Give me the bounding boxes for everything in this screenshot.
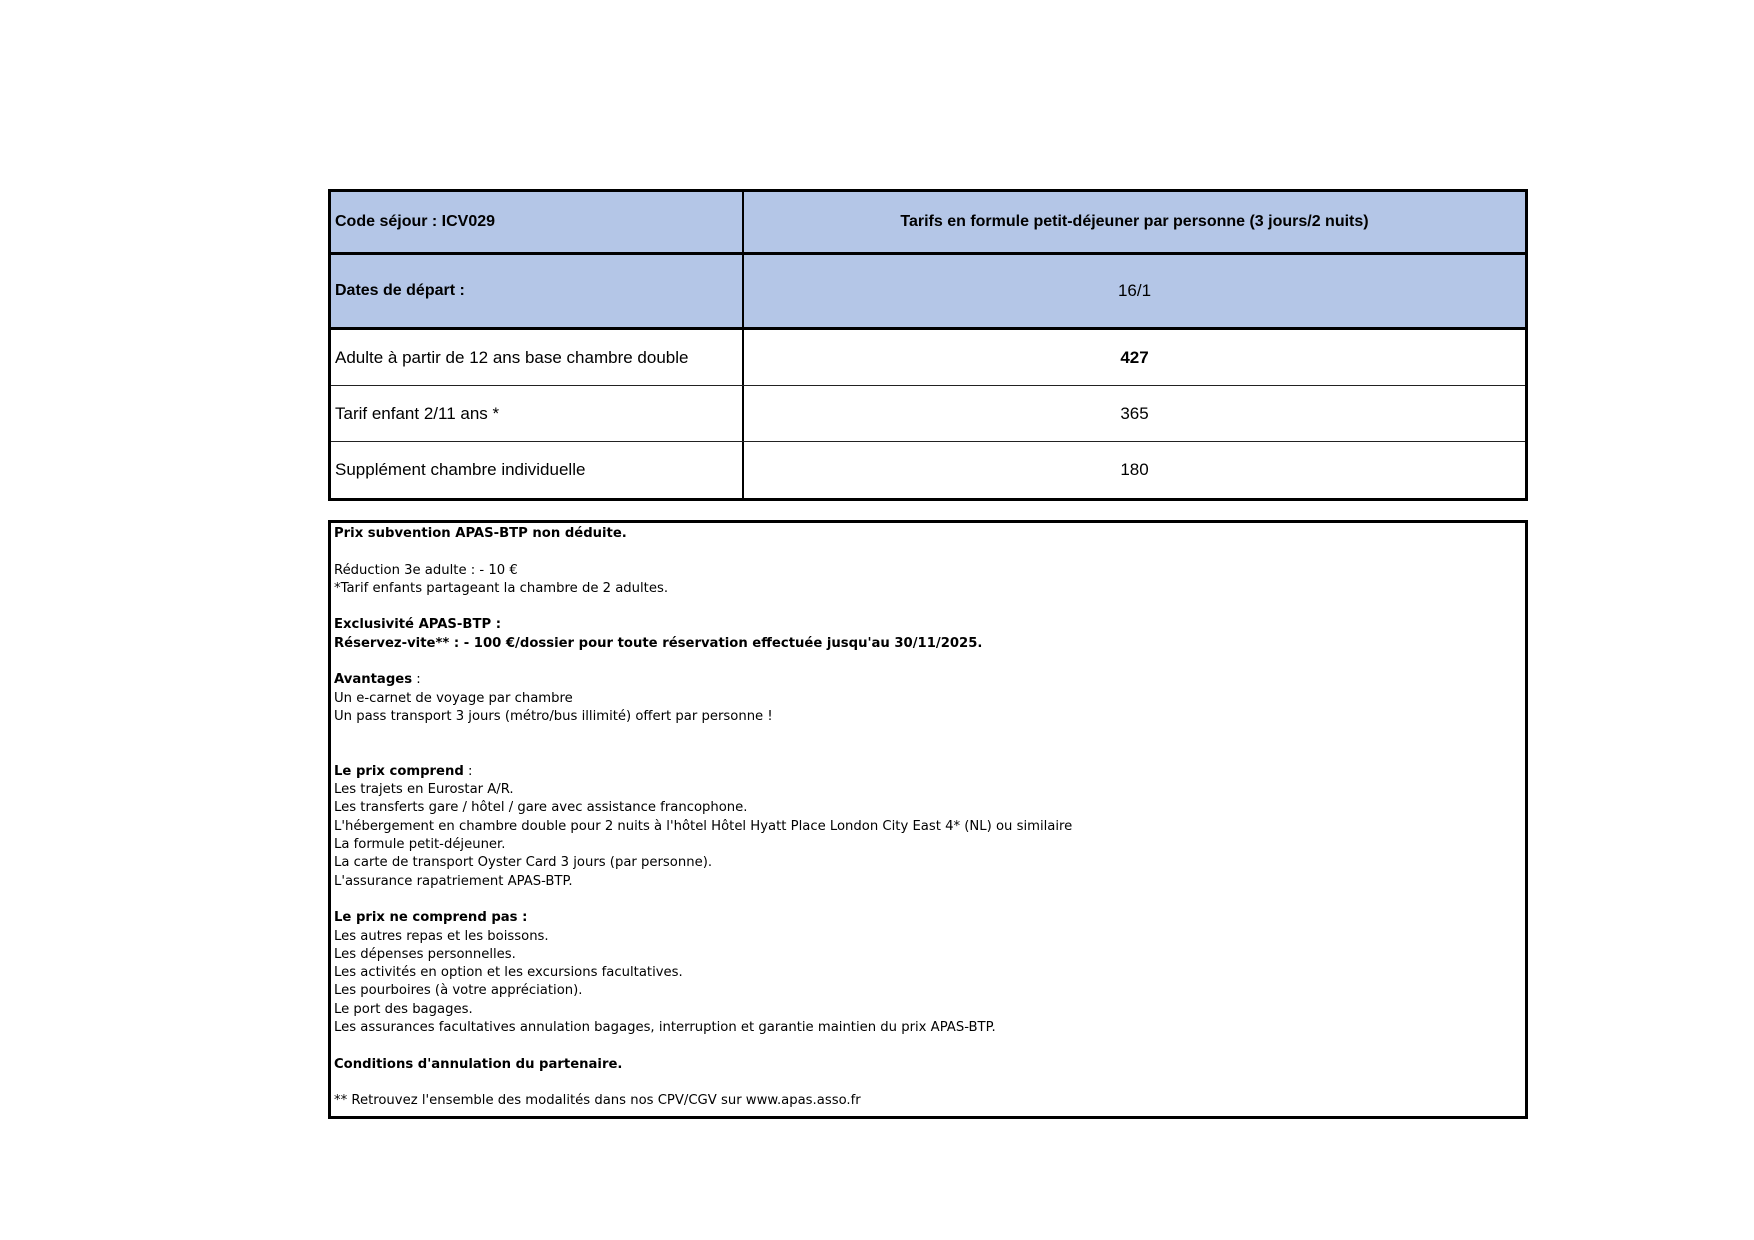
- notes-box: [328, 520, 1528, 1119]
- comprend-item: La formule petit-déjeuner.: [334, 837, 506, 853]
- subvention-note: Prix subvention APAS-BTP non déduite.: [334, 526, 627, 541]
- tarif-title: Tarifs en formule petit-déjeuner par personne (3 jours/2 nuits): [900, 213, 1369, 230]
- pricing-table: [328, 189, 1528, 501]
- exclusivite-title: Exclusivité APAS-BTP :: [334, 617, 501, 633]
- ne-comprend-item: Les autres repas et les boissons.: [334, 928, 549, 944]
- ne-comprend-item: Les dépenses personnelles.: [334, 946, 516, 962]
- ne-comprend-title: Le prix ne comprend pas :: [334, 910, 528, 926]
- ne-comprend-item: Les activités en option et les excursions facultatives.: [334, 965, 683, 981]
- row-value: 365: [1120, 403, 1149, 423]
- date-value: 16/1: [1117, 281, 1152, 300]
- row-value: 427: [1120, 347, 1149, 367]
- table-header-row: [331, 192, 1525, 255]
- comprend-item: L'hébergement en chambre double pour 2 nuits à l'hôtel Hôtel Hyatt Place London City East 4* (NL) ou similaire: [334, 818, 1073, 834]
- row-label: Adulte à partir de 12 ans base chambre double: [331, 330, 744, 385]
- ne-comprend-item: Les pourboires (à votre appréciation).: [334, 983, 583, 999]
- table-row: [331, 442, 1525, 498]
- reduction-note: Réduction 3e adulte : - 10 €: [334, 562, 518, 578]
- code-sejour-label: Code séjour : ICV029: [331, 192, 744, 252]
- table-row: [331, 330, 1525, 386]
- tarif-enfants-note: *Tarif enfants partageant la chambre de 2 adultes.: [334, 580, 669, 596]
- conditions-annulation: Conditions d'annulation du partenaire.: [334, 1056, 623, 1072]
- avantage-item: Un pass transport 3 jours (métro/bus illimité) offert par personne !: [334, 708, 773, 724]
- footer-note: ** Retrouvez l'ensemble des modalités dans nos CPV/CGV sur www.apas.asso.fr: [334, 1093, 861, 1109]
- row-value: 180: [1120, 460, 1149, 479]
- table-row: [331, 386, 1525, 442]
- avantage-item: Un e-carnet de voyage par chambre: [334, 690, 573, 706]
- ne-comprend-item: Les assurances facultatives annulation bagages, interruption et garantie maintien du prix APAS-BTP.: [334, 1020, 996, 1036]
- dates-row: [331, 255, 1525, 330]
- comprend-item: Les trajets en Eurostar A/R.: [334, 782, 514, 798]
- comprend-colon: :: [463, 763, 473, 779]
- comprend-item: L'assurance rapatriement APAS-BTP.: [334, 873, 573, 889]
- reservez-vite-note: Réservez-vite** : - 100 €/dossier pour toute réservation effectuée jusqu'au 30/11/2025.: [334, 635, 983, 651]
- ne-comprend-item: Le port des bagages.: [334, 1001, 473, 1017]
- comprend-item: Les transferts gare / hôtel / gare avec assistance francophone.: [334, 800, 748, 816]
- comprend-heading: [334, 763, 1525, 781]
- row-label: Supplément chambre individuelle: [331, 442, 744, 498]
- dates-label: Dates de départ :: [331, 255, 744, 327]
- avantages-title: Avantages: [334, 672, 413, 688]
- avantages-heading: [334, 671, 1525, 689]
- row-label: Tarif enfant 2/11 ans *: [331, 386, 744, 441]
- avantages-colon: :: [412, 672, 421, 688]
- comprend-title: Le prix comprend: [334, 763, 464, 779]
- comprend-item: La carte de transport Oyster Card 3 jours (par personne).: [334, 855, 713, 871]
